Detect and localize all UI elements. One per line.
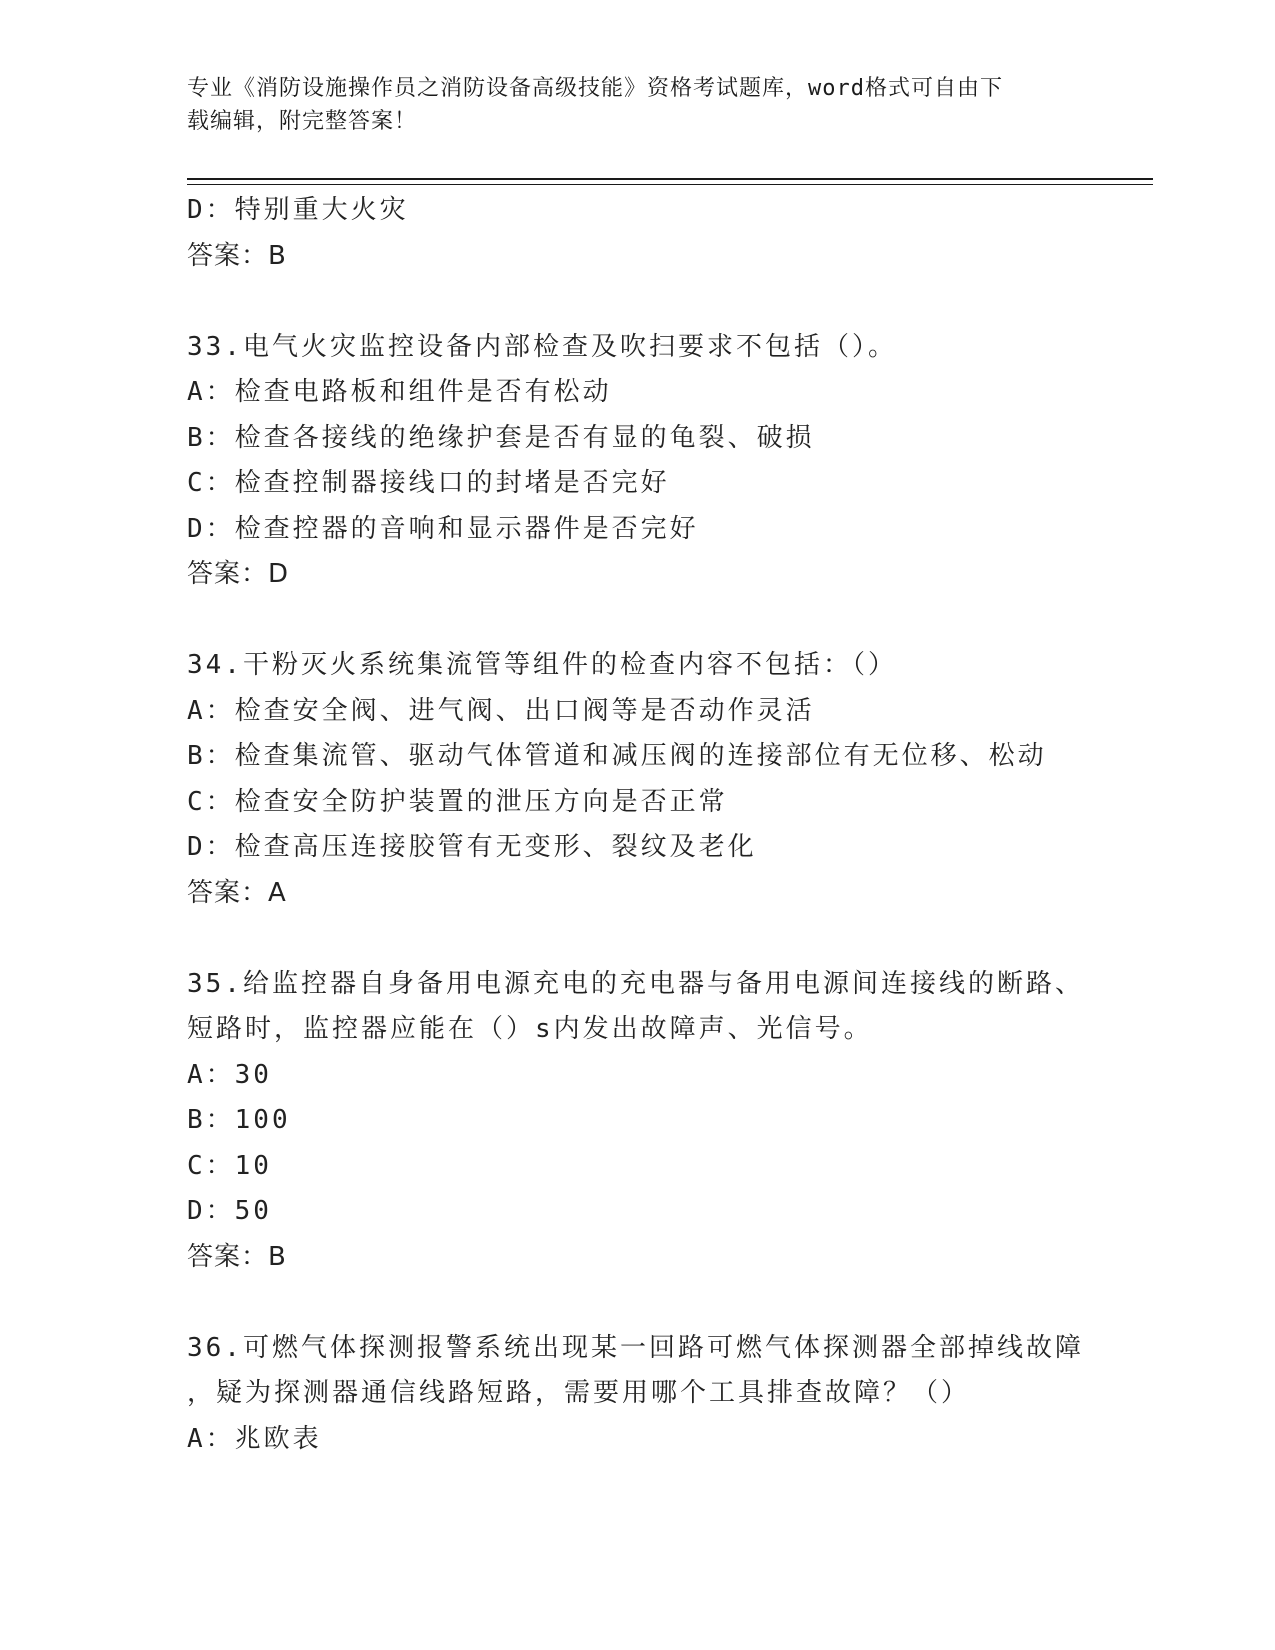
spacer xyxy=(187,279,1107,325)
spacer xyxy=(187,1280,1107,1326)
option-d: D：特别重大火灾 xyxy=(187,195,409,225)
option-a: A：30 xyxy=(187,1059,272,1090)
option-a: A：检查电路板和组件是否有松动 xyxy=(187,377,612,407)
option-d: D：检查高压连接胶管有无变形、裂纹及老化 xyxy=(187,832,757,862)
question-text-line-2: ，疑为探测器通信线路短路，需要用哪个工具排查故障？（） xyxy=(187,1378,971,1408)
spacer xyxy=(187,598,1107,644)
answer: 答案：A xyxy=(187,877,287,908)
question-34 xyxy=(187,643,1107,916)
option-b: B：检查集流管、驱动气体管道和减压阀的连接部位有无位移、松动 xyxy=(187,741,1047,771)
header-line-1: 专业《消防设施操作员之消防设备高级技能》资格考试题库，word格式可自由下 xyxy=(187,76,1003,101)
option-b: B：100 xyxy=(187,1105,291,1135)
question-text-line-1: 35.给监控器自身备用电源充电的充电器与备用电源间连接线的断路、 xyxy=(187,968,1084,999)
option-d: D：检查控器的音响和显示器件是否完好 xyxy=(187,513,699,544)
answer: 答案：B xyxy=(187,240,287,271)
question-35 xyxy=(187,962,1107,1281)
answer: 答案：D xyxy=(187,559,290,589)
option-a: A：检查安全阀、进气阀、出口阀等是否动作灵活 xyxy=(187,695,815,726)
question-33 xyxy=(187,325,1107,598)
header-divider-thick xyxy=(187,178,1153,180)
header-line-2: 载编辑，附完整答案！ xyxy=(187,109,418,134)
option-d: D：50 xyxy=(187,1196,272,1226)
question-text: 34.干粉灭火系统集流管等组件的检查内容不包括：（） xyxy=(187,650,897,680)
page-header xyxy=(187,72,1087,138)
question-text-line-1: 36.可燃气体探测报警系统出现某一回路可燃气体探测器全部掉线故障 xyxy=(187,1332,1084,1363)
question-36 xyxy=(187,1326,1107,1463)
option-b: B：检查各接线的绝缘护套是否有显的龟裂、破损 xyxy=(187,422,815,453)
spacer xyxy=(187,916,1107,962)
question-32-tail xyxy=(187,188,1107,279)
question-text-line-2: 短路时，监控器应能在（）s内发出故障声、光信号。 xyxy=(187,1014,873,1044)
header-divider-thin xyxy=(187,184,1153,185)
question-list xyxy=(187,188,1107,1462)
option-c: C：检查安全防护装置的泄压方向是否正常 xyxy=(187,786,728,817)
question-text: 33.电气火灾监控设备内部检查及吹扫要求不包括（）。 xyxy=(187,331,897,362)
answer: 答案：B xyxy=(187,1241,287,1272)
option-a: A：兆欧表 xyxy=(187,1423,322,1454)
option-c: C：10 xyxy=(187,1150,272,1181)
option-c: C：检查控制器接线口的封堵是否完好 xyxy=(187,468,670,498)
